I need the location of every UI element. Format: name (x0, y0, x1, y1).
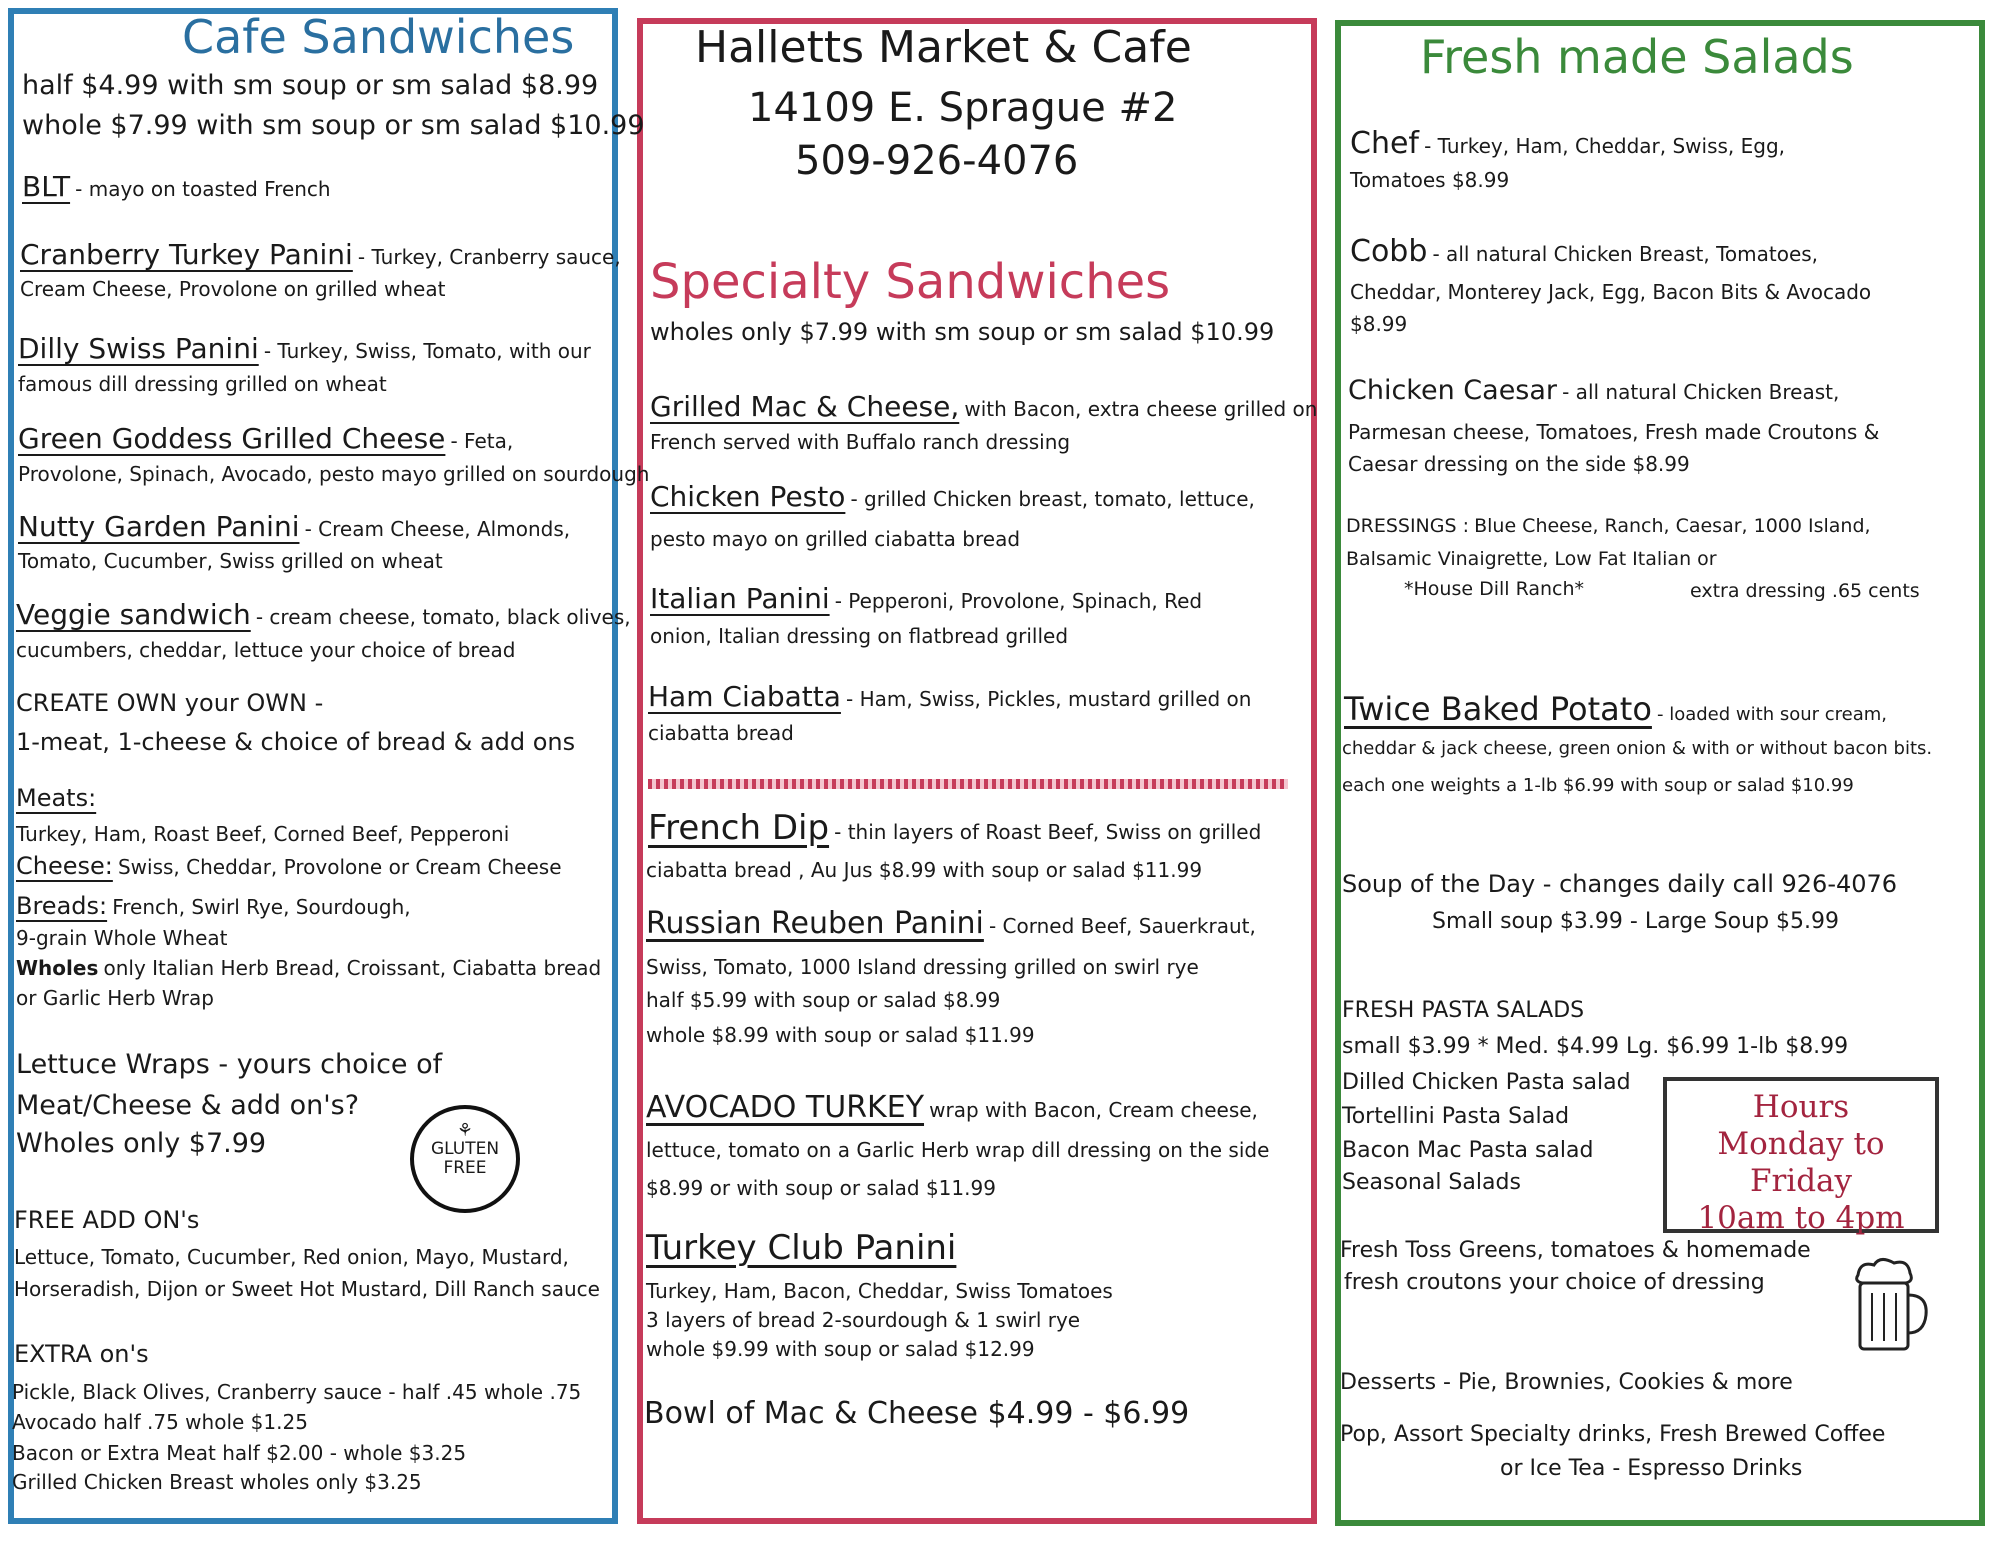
free-addons-title: FREE ADD ON's (14, 1206, 200, 1234)
lettuce-wraps-price: Wholes only $7.99 (16, 1128, 267, 1159)
soup-prices: Small soup $3.99 - Large Soup $5.99 (1432, 909, 1840, 934)
item-desc-line: whole $9.99 with soup or salad $12.99 (646, 1337, 1035, 1361)
pasta-salads-prices: small $3.99 * Med. $4.99 Lg. $6.99 1-lb $8.99 (1342, 1034, 1849, 1059)
menu-item-italian-panini (650, 582, 1202, 615)
menu-item-cranberry-turkey-panini (20, 238, 621, 271)
item-name: Grilled Mac & Cheese, (650, 390, 960, 423)
item-desc: - Pepperoni, Provolone, Spinach, Red (834, 589, 1203, 613)
item-desc-line: Turkey, Ham, Bacon, Cheddar, Swiss Tomatoes (646, 1279, 1113, 1303)
item-desc-line: cucumbers, cheddar, lettuce your choice of bread (16, 638, 516, 662)
wheat-icon: ⚘ (456, 1120, 474, 1141)
item-name: Chicken Pesto (650, 480, 846, 513)
item-desc-line: Caesar dressing on the side $8.99 (1348, 452, 1690, 476)
breads-label: Breads: (16, 892, 108, 920)
shop-phone: 509-926-4076 (795, 138, 1079, 184)
item-desc-line: ciabatta bread , Au Jus $8.99 with soup or salad $11.99 (646, 858, 1203, 882)
item-desc: - Corned Beef, Sauerkraut, (988, 914, 1256, 938)
item-name: Nutty Garden Panini (18, 510, 300, 543)
dressings-list: Blue Cheese, Ranch, Caesar, 1000 Island, (1474, 515, 1871, 537)
item-desc: - loaded with sour cream, (1657, 704, 1888, 725)
free-addons-line: Lettuce, Tomato, Cucumber, Red onion, Mayo, Mustard, (14, 1245, 569, 1269)
item-desc: - cream cheese, tomato, black olives, (255, 605, 631, 629)
lettuce-wraps-line: Meat/Cheese & add on's? (16, 1090, 360, 1121)
item-desc-line: lettuce, tomato on a Garlic Herb wrap dill dressing on the side (646, 1138, 1270, 1162)
item-name: Veggie sandwich (16, 598, 251, 631)
item-desc-line: $8.99 or with soup or salad $11.99 (646, 1176, 996, 1200)
item-name: Cobb (1350, 234, 1428, 269)
item-desc-line: famous dill dressing grilled on wheat (18, 372, 387, 396)
specialty-sandwiches-title: Specialty Sandwiches (650, 254, 1171, 310)
fresh-toss-greens-line: fresh croutons your choice of dressing (1344, 1270, 1765, 1295)
cheese-row (16, 852, 562, 880)
gluten-free-badge (410, 1105, 520, 1213)
menu-item-ham-ciabatta (648, 680, 1251, 713)
free-addons-line: Horseradish, Dijon or Sweet Hot Mustard, Dill Ranch sauce (14, 1277, 600, 1301)
hours-title: Hours (1752, 1089, 1850, 1125)
menu-item-chicken-caesar (1348, 375, 1839, 406)
item-name: Dilly Swiss Panini (18, 332, 259, 365)
hours-days: Monday to Friday (1717, 1126, 1885, 1199)
menu-item-grilled-mac-cheese (650, 390, 1317, 423)
breads-wholes-row (16, 956, 601, 980)
item-desc: - grilled Chicken breast, tomato, lettuce, (850, 487, 1255, 511)
dressings-list-line: Balsamic Vinaigrette, Low Fat Italian or (1346, 548, 1717, 570)
cheese-label: Cheese: (16, 852, 113, 880)
hours-time: 10am to 4pm (1697, 1200, 1905, 1236)
menu-item-chef-salad (1350, 126, 1785, 161)
item-name: Cranberry Turkey Panini (20, 238, 353, 271)
item-desc-line: Tomato, Cucumber, Swiss grilled on wheat (18, 549, 443, 573)
meats-list: Turkey, Ham, Roast Beef, Corned Beef, Pepperoni (16, 822, 510, 846)
item-desc-line: Swiss, Tomato, 1000 Island dressing grilled on swirl rye (646, 955, 1199, 979)
item-desc: - Turkey, Swiss, Tomato, with our (263, 339, 591, 363)
gf-text: FREE (443, 1158, 487, 1178)
item-desc-line: Parmesan cheese, Tomatoes, Fresh made Croutons & (1348, 420, 1880, 444)
pasta-salad-item: Tortellini Pasta Salad (1342, 1104, 1570, 1129)
pasta-salad-item: Dilled Chicken Pasta salad (1342, 1070, 1631, 1095)
item-desc-line: whole $8.99 with soup or salad $11.99 (646, 1023, 1035, 1047)
item-name: BLT (22, 170, 71, 203)
menu-item-cobb-salad (1350, 234, 1818, 269)
item-desc: - Feta, (450, 429, 514, 453)
item-desc-line: pesto mayo on grilled ciabatta bread (650, 527, 1021, 551)
item-desc: - thin layers of Roast Beef, Swiss on grilled (834, 820, 1262, 844)
item-name: Russian Reuben Panini (646, 906, 984, 941)
menu-item-dilly-swiss-panini (18, 332, 591, 365)
item-desc: - Cream Cheese, Almonds, (304, 517, 571, 541)
item-desc-line: Tomatoes $8.99 (1350, 168, 1510, 192)
item-name: AVOCADO TURKEY (646, 1090, 925, 1125)
item-name: Green Goddess Grilled Cheese (18, 422, 446, 455)
item-desc: - Turkey, Cranberry sauce, (357, 245, 621, 269)
breads-row (16, 892, 411, 920)
cafe-sandwiches-title: Cafe Sandwiches (182, 10, 575, 64)
menu-item-french-dip (648, 808, 1261, 848)
menu-item-blt (22, 170, 331, 203)
menu-item-avocado-turkey (646, 1090, 1258, 1125)
breads-list-line: only Italian Herb Bread, Croissant, Ciabatta bread (103, 956, 602, 980)
menu-item-twice-baked-potato (1344, 690, 1887, 728)
extra-dressing: extra dressing .65 cents (1690, 580, 1920, 602)
item-name: Italian Panini (650, 582, 830, 615)
item-desc: wrap with Bacon, Cream cheese, (929, 1098, 1258, 1122)
cheese-list: Swiss, Cheddar, Provolone or Cream Cheese (117, 855, 562, 879)
house-dill-ranch: *House Dill Ranch* (1404, 578, 1585, 600)
beer-mug-icon (1850, 1255, 1930, 1355)
dressings-label: DRESSINGS : (1346, 515, 1469, 537)
breads-list: French, Swirl Rye, Sourdough, (112, 895, 411, 919)
item-desc: - all natural Chicken Breast, (1562, 380, 1840, 404)
fresh-toss-greens: Fresh Toss Greens, tomatoes & homemade (1340, 1238, 1811, 1263)
menu-item-nutty-garden-panini (18, 510, 570, 543)
create-own-desc: 1-meat, 1-cheese & choice of bread & add ons (16, 728, 576, 756)
drinks-line: or Ice Tea - Espresso Drinks (1500, 1456, 1803, 1481)
item-name: Ham Ciabatta (648, 680, 841, 713)
item-desc-line: each one weights a 1-lb $6.99 with soup or salad $10.99 (1342, 775, 1854, 796)
item-name: French Dip (648, 808, 830, 848)
extra-ons-line: Bacon or Extra Meat half $2.00 - whole $3.25 (12, 1441, 467, 1465)
drinks: Pop, Assort Specialty drinks, Fresh Brewed Coffee (1340, 1422, 1886, 1447)
extra-ons-title: EXTRA on's (14, 1340, 149, 1368)
price-whole: whole $7.99 with sm soup or sm salad $10.99 (22, 110, 645, 141)
item-desc-line: Cheddar, Monterey Jack, Egg, Bacon Bits & Avocado (1350, 280, 1872, 304)
item-name: Chef (1350, 126, 1419, 161)
desserts: Desserts - Pie, Brownies, Cookies & more (1340, 1370, 1793, 1395)
hours-box (1663, 1077, 1939, 1236)
dressings-row (1346, 515, 1871, 537)
lettuce-wraps: Lettuce Wraps - yours choice of (16, 1049, 443, 1080)
item-desc-line: half $5.99 with soup or salad $8.99 (646, 988, 1001, 1012)
gf-text: GLUTEN (430, 1139, 500, 1159)
item-name: Twice Baked Potato (1344, 690, 1652, 728)
menu-item-turkey-club-panini: Turkey Club Panini (646, 1228, 957, 1268)
menu-item-russian-reuben-panini (646, 906, 1256, 941)
menu-item-chicken-pesto (650, 480, 1255, 513)
bowl-mac-cheese: Bowl of Mac & Cheese $4.99 - $6.99 (644, 1396, 1190, 1431)
item-desc: with Bacon, extra cheese grilled on (964, 397, 1318, 421)
shop-address: 14109 E. Sprague #2 (748, 85, 1178, 131)
item-desc: - Ham, Swiss, Pickles, mustard grilled on (846, 687, 1252, 711)
specialty-subtitle: wholes only $7.99 with sm soup or sm salad $10.99 (650, 318, 1275, 346)
item-desc: - Turkey, Ham, Cheddar, Swiss, Egg, (1424, 134, 1786, 158)
item-desc-line: Provolone, Spinach, Avocado, pesto mayo grilled on sourdough (18, 462, 650, 486)
item-desc-line: Cream Cheese, Provolone on grilled wheat (20, 277, 446, 301)
fresh-salads-title: Fresh made Salads (1420, 30, 1854, 84)
extra-ons-line: Avocado half .75 whole $1.25 (12, 1410, 308, 1434)
shop-name: Halletts Market & Cafe (695, 22, 1192, 73)
pasta-salads-title: FRESH PASTA SALADS (1342, 998, 1585, 1023)
item-desc-line: $8.99 (1350, 312, 1408, 336)
create-own-heading: CREATE OWN your OWN - (16, 689, 324, 717)
item-desc-line: ciabatta bread (648, 721, 794, 745)
soup-of-the-day: Soup of the Day - changes daily call 926-4076 (1342, 870, 1898, 898)
extra-ons-line: Grilled Chicken Breast wholes only $3.25 (12, 1470, 422, 1494)
breads-list-line: or Garlic Herb Wrap (16, 986, 214, 1010)
item-desc-line: 3 layers of bread 2-sourdough & 1 swirl rye (646, 1308, 1081, 1332)
item-desc-line: French served with Buffalo ranch dressing (650, 430, 1071, 454)
item-name: Chicken Caesar (1348, 375, 1558, 406)
breads-list-line: 9-grain Whole Wheat (16, 926, 228, 950)
section-divider (648, 779, 1288, 789)
extra-ons-line: Pickle, Black Olives, Cranberry sauce - half .45 whole .75 (12, 1380, 582, 1404)
item-desc-line: cheddar & jack cheese, green onion & with or without bacon bits. (1342, 738, 1933, 759)
item-desc: - all natural Chicken Breast, Tomatoes, (1432, 242, 1819, 266)
pasta-salad-item: Seasonal Salads (1342, 1170, 1521, 1195)
menu-item-green-goddess (18, 422, 513, 455)
price-half: half $4.99 with sm soup or sm salad $8.99 (22, 70, 599, 101)
item-desc-line: onion, Italian dressing on flatbread grilled (650, 624, 1069, 648)
wholes-label: Wholes (16, 956, 99, 980)
item-desc: - mayo on toasted French (75, 177, 331, 201)
menu-item-veggie-sandwich (16, 598, 631, 631)
meats-label: Meats: (16, 784, 97, 812)
pasta-salad-item: Bacon Mac Pasta salad (1342, 1138, 1594, 1163)
